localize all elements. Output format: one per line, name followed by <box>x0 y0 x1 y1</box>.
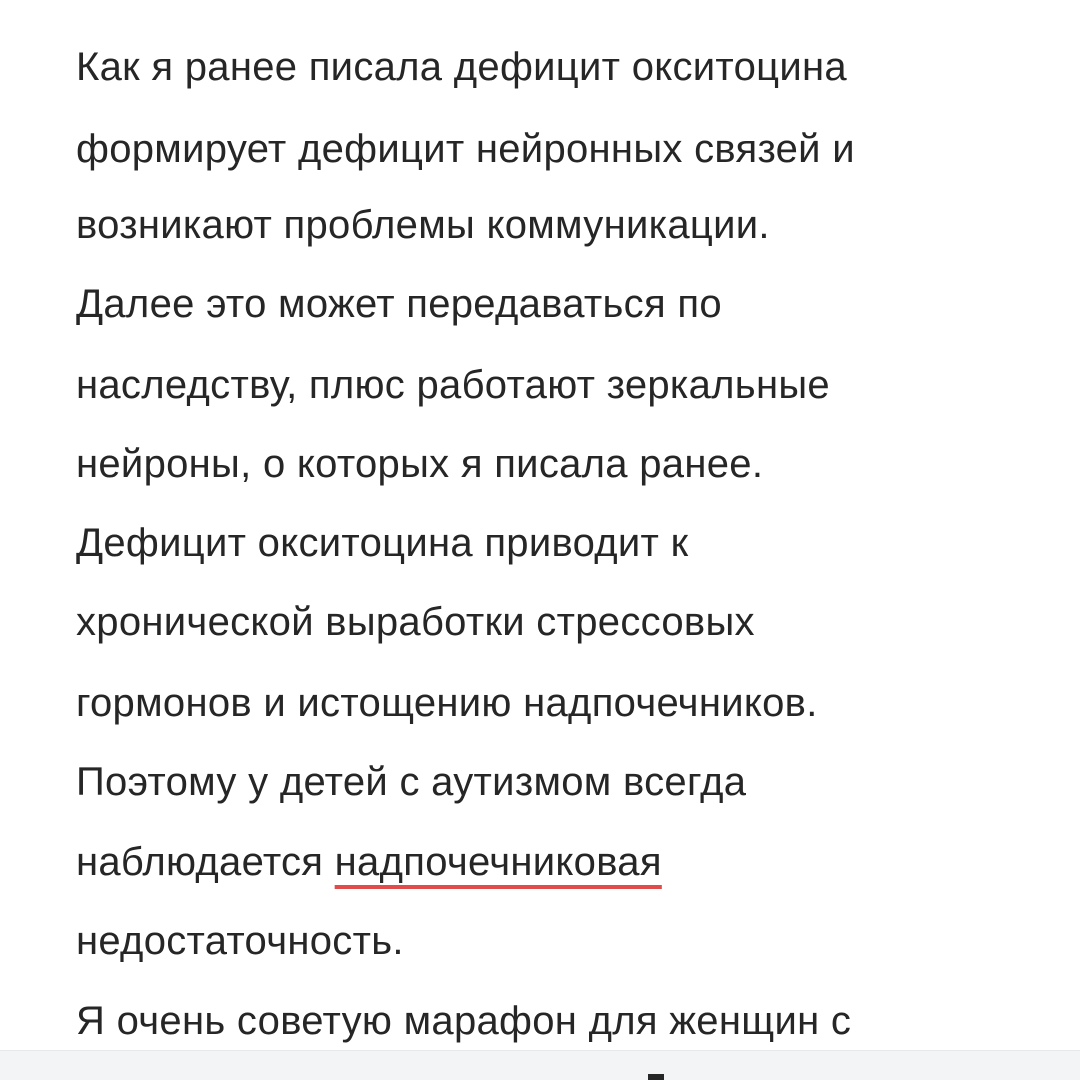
article-line: Я очень советую марафон для женщин с <box>76 999 852 1043</box>
article-line: гормонов и истощению надпочечников. <box>76 681 818 725</box>
article-line: формирует дефицит нейронных связей и <box>76 127 855 171</box>
article-line-prefix: наблюдается <box>76 840 335 884</box>
article-line: Далее это может передаваться по <box>76 282 722 326</box>
article-line: хронической выработки стрессовых <box>76 600 755 644</box>
bottom-text-fragment <box>648 1074 664 1080</box>
adrenal-link[interactable]: надпочечниковая <box>334 840 662 884</box>
article-line: наследству, плюс работают зеркальные <box>76 363 830 407</box>
article-line: Поэтому у детей с аутизмом всегда <box>76 760 747 804</box>
article-line: недостаточность. <box>76 919 404 963</box>
article-line: Как я ранее писала дефицит окситоцина <box>76 45 847 89</box>
article-line: нейроны, о которых я писала ранее. <box>76 442 764 486</box>
article-line: возникают проблемы коммуникации. <box>76 203 770 247</box>
article-line: Дефицит окситоцина приводит к <box>76 521 689 565</box>
bottom-bar <box>0 1050 1080 1080</box>
article-line-with-link <box>76 838 662 886</box>
